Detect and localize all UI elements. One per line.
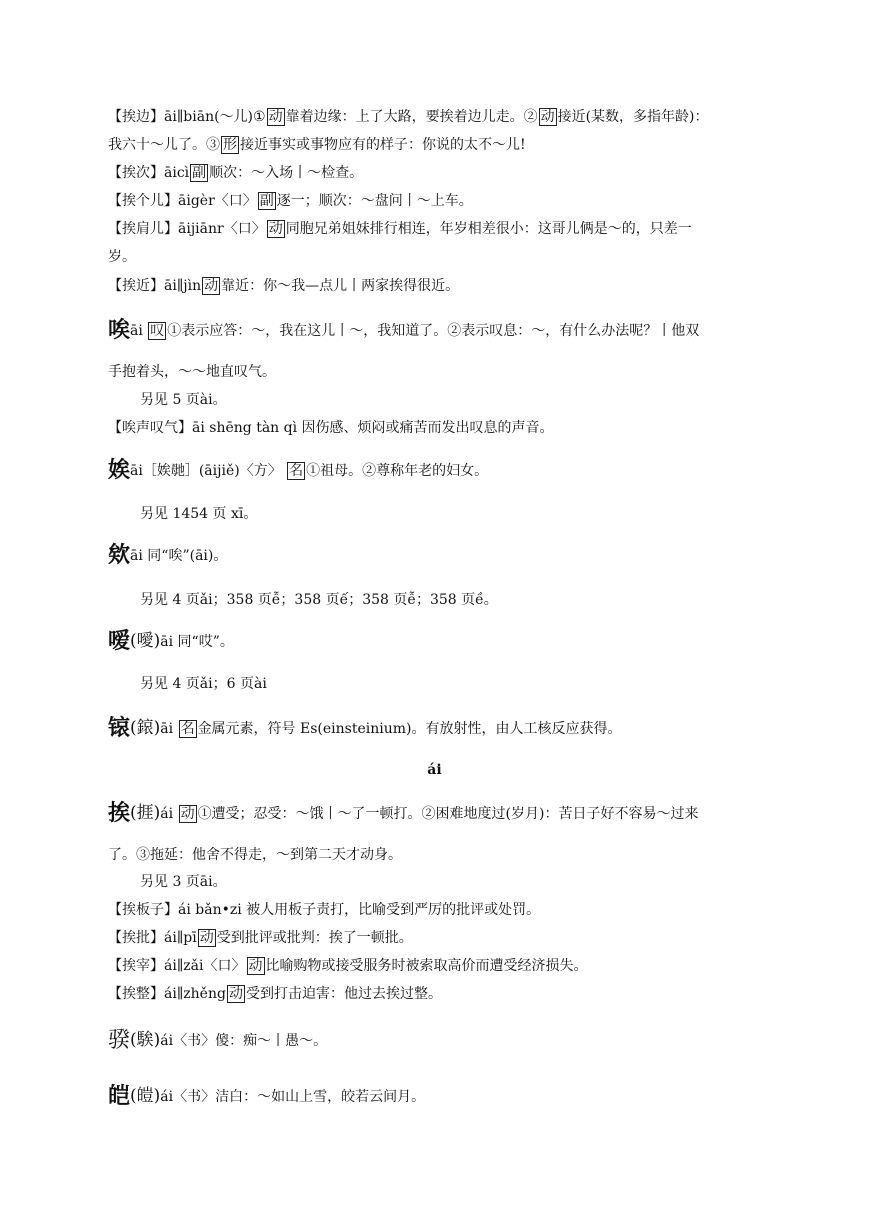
pos-box: 形 xyxy=(223,137,237,153)
entry-aici: 【挨次】āicì 副 顺次：～入场丨～检查。 xyxy=(108,165,364,181)
entry-aibian-cont: 我六十～儿了。③ 形 接近事实或事物应有的样子：你说的太不～儿! xyxy=(108,137,526,153)
entry-aizai: 【挨宰】ái∥zǎi〈口〉 动 比喻购物或接受服务时被索取高价而遭受经济损失。 xyxy=(108,958,588,974)
headword-ai-sigh-cont: 手抱着头，～～地直叹气。 xyxy=(108,364,276,380)
headword-ai-einsteinium: 锿(鎄)āi 名 金属元素，符号 Es(einsteinium)。有放射性，由人工核反应获得。 xyxy=(108,715,622,741)
entry-aipi: 【挨批】ái∥pī 动 受到批评或批判：挨了一顿批。 xyxy=(108,930,413,946)
headword-ai-grandma: 娭āi［娭毑］(āijiě)〈方〉 名 ①祖母。②尊称年老的妇女。 xyxy=(108,457,489,483)
headword-ai-endure: 挨(捱)ái 动 ①遭受；忍受：～饿丨～了一顿打。②困难地度过(岁月)：苦日子好不容易～过来 xyxy=(108,800,699,826)
see-also: 另见 4 页ǎi；358 页ễ；358 页ế；358 页ễ；358 页ề。 xyxy=(140,592,498,608)
entry-aishengtanqi: 【唉声叹气】āi shēng tàn qì 因伤感、烦闷或痛苦而发出叹息的声音。 xyxy=(108,420,554,436)
headword-ai-sigh: 唉āi 叹 ①表示应答：～，我在这儿丨～，我知道了。②表示叹息：～，有什么办法呢？丨他双 xyxy=(108,317,700,343)
see-also: 另见 3 页āi。 xyxy=(140,874,227,890)
pos-box: 动 xyxy=(268,109,283,125)
see-also: 另见 5 页ài。 xyxy=(140,392,227,408)
entry-aigeer: 【挨个儿】āigèr〈口〉 副 逐一；顺次：～盘问丨～上车。 xyxy=(108,193,473,209)
headword-char: 锿 xyxy=(108,715,131,741)
section-heading: ái xyxy=(427,762,442,778)
headword-char: 娭 xyxy=(108,457,131,483)
pos-box: 动 xyxy=(248,958,263,974)
see-also: 另见 4 页ǎi；6 页ài xyxy=(140,676,267,692)
headword-char: 嗳 xyxy=(108,628,131,654)
pos-box: 动 xyxy=(268,221,283,237)
headword-char: 骙 xyxy=(108,1028,131,1053)
pos-box: 动 xyxy=(540,109,555,125)
entry-aibian: 【挨边】āi∥biān(～儿)① 动 靠着边缘：上了大路，要挨着边儿走。② 动 接近(某数，多指年龄)： xyxy=(108,109,709,125)
headword-char: 挨 xyxy=(108,800,131,826)
entry-aizheng: 【挨整】ái∥zhěng 动 受到打击迫害：他过去挨过整。 xyxy=(108,986,442,1002)
pos-box: 动 xyxy=(180,806,195,822)
headword-ai-foolish: 骙(騃)ái〈书〉傻：痴～丨愚～。 xyxy=(108,1028,328,1053)
headword-ai-ei: 欸āi 同“唉”(āi)。 xyxy=(108,542,228,568)
pos-box: 名 xyxy=(289,463,304,479)
entry-aijin: 【挨近】āi∥jìn 动 靠近：你～我—点儿丨两家挨得很近。 xyxy=(108,278,460,294)
entry-aibanzi: 【挨板子】ái bǎn•zi 被人用板子责打，比喻受到严厉的批评或处罚。 xyxy=(108,902,541,918)
headword-char: 欸 xyxy=(108,542,131,568)
pos-box: 名 xyxy=(180,721,195,737)
pos-box: 动 xyxy=(199,930,214,946)
headword-ai-ai: 嗳(噯)āi 同“哎”。 xyxy=(108,628,234,654)
pos-box: 副 xyxy=(192,165,207,181)
see-also: 另见 1454 页 xī。 xyxy=(140,506,258,522)
pos-box: 副 xyxy=(259,193,274,209)
entry-aijianr: 【挨肩儿】āijiānr〈口〉 动 同胞兄弟姐妹排行相连，年岁相差很小：这哥儿俩是～的，只差一 xyxy=(108,221,692,237)
entry-aijianr-cont: 岁。 xyxy=(108,249,136,265)
headword-ai-endure-cont: 了。③拖延：他舍不得走，～到第二天才动身。 xyxy=(108,847,402,863)
headword-char: 皑 xyxy=(108,1083,131,1109)
pos-box: 动 xyxy=(204,278,219,294)
headword-char: 唉 xyxy=(108,317,131,343)
pos-box: 叹 xyxy=(150,323,165,339)
pos-box: 动 xyxy=(228,986,243,1002)
headword-ai-white: 皑(皚)ái〈书〉洁白：～如山上雪，皎若云间月。 xyxy=(108,1083,426,1109)
